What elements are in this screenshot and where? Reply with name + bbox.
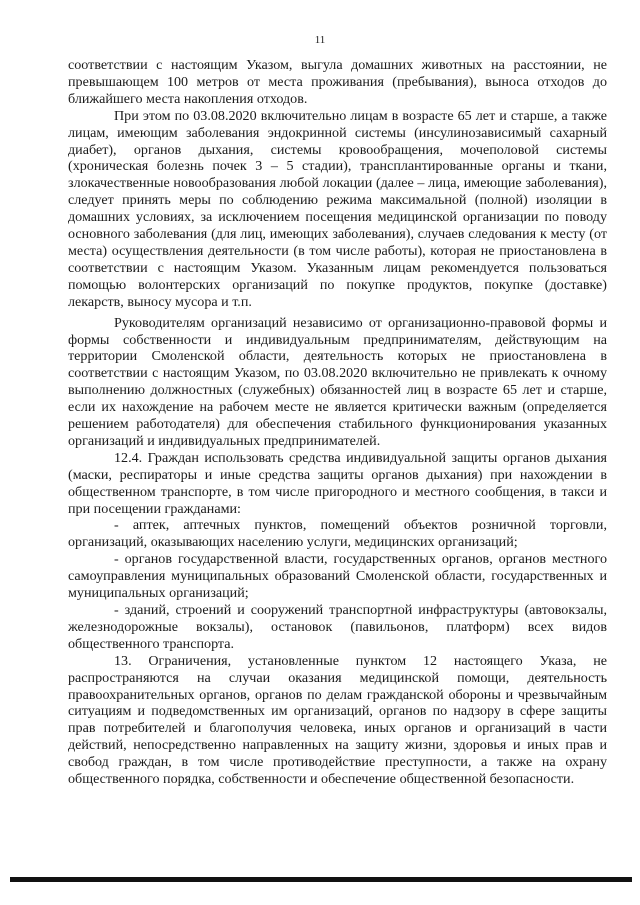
paragraph-13: 13. Ограничения, установленные пунктом 12 настоящего Указа, не распространяются на случаи оказания медицинской помощи, деятельность правоохранительных органов, органов по делам гражданской обороны и чрезвычайным ситуациям и подведомственных им организаций, органов по надзору в сфере защиты прав потребителей и благополучия человека, иных органов и организаций в части действий, непосредственно направленных на защиту жизни, здоровья и иных прав и свобод граждан, в том числе противодействие преступности, а также на охрану общественного порядка, собственности и обеспечение общественной безопасности.: [68, 652, 607, 788]
paragraph-employers: Руководителям организаций независимо от организационно-правовой формы и формы собственности и индивидуальным предпринимателям, действующим на территории Смоленской области, деятельность которых не приостановлена в соответствии с настоящим Указом, по 03.08.2020 включительно не привлекать к очному выполнению должностных (служебных) обязанностей лиц в возрасте 65 лет и старше, если их нахождение на рабочем месте не является критически важным (определяется решением работодателя) для обеспечения стабильного функционирования указанных организаций и индивидуальных предпринимателей.: [68, 314, 607, 449]
list-item-transport: - зданий, строений и сооружений транспортной инфраструктуры (автовокзалы, железнодорожные вокзалы), остановок (павильонов, платформ) всех видов общественного транспорта.: [68, 602, 607, 652]
document-body: [68, 57, 607, 788]
page-number: 11: [314, 34, 326, 46]
list-item-pharmacies: - аптек, аптечных пунктов, помещений объектов розничной торговли, организаций, оказывающих населению услуги, медицинских организаций;: [68, 517, 607, 551]
paragraph-elderly-isolation: При этом по 03.08.2020 включительно лицам в возрасте 65 лет и старше, а также лицам, имеющим заболевания эндокринной системы (инсулинозависимый сахарный диабет), органов дыхания, системы кровообращения, мочеполовой системы (хроническая болезнь почек 3 – 5 стадии), трансплантированные органы и ткани, злокачественные новообразования любой локации (далее – лица, имеющие заболевания), следует принять меры по соблюдению режима максимальной (полной) изоляции в домашних условиях, за исключением посещения медицинской организации по поводу основного заболевания (для лиц, имеющих заболевания), случаев следования к месту (от места) осуществления деятельности (в том числе работы), которая не приостановлена в соответствии с настоящим Указом. Указанным лицам рекомендуется пользоваться помощью волонтерских организаций по покупке продуктов, покупке (доставке) лекарств, выносу мусора и т.п.: [68, 107, 607, 310]
paragraph-12-4: 12.4. Граждан использовать средства индивидуальной защиты органов дыхания (маски, респираторы и иные средства защиты органов дыхания) при нахождении в общественном транспорте, в том числе пригородного и местного сообщения, в такси и при посещении гражданами:: [68, 449, 607, 517]
footer-rule: [10, 877, 632, 882]
list-item-government: - органов государственной власти, государственных органов, органов местного самоуправления муниципальных образований Смоленской области, государственных и муниципальных организаций;: [68, 551, 607, 602]
paragraph-continuation: соответствии с настоящим Указом, выгула домашних животных на расстоянии, не превышающем 100 метров от места проживания (пребывания), выноса отходов до ближайшего места накопления отходов.: [68, 57, 607, 107]
